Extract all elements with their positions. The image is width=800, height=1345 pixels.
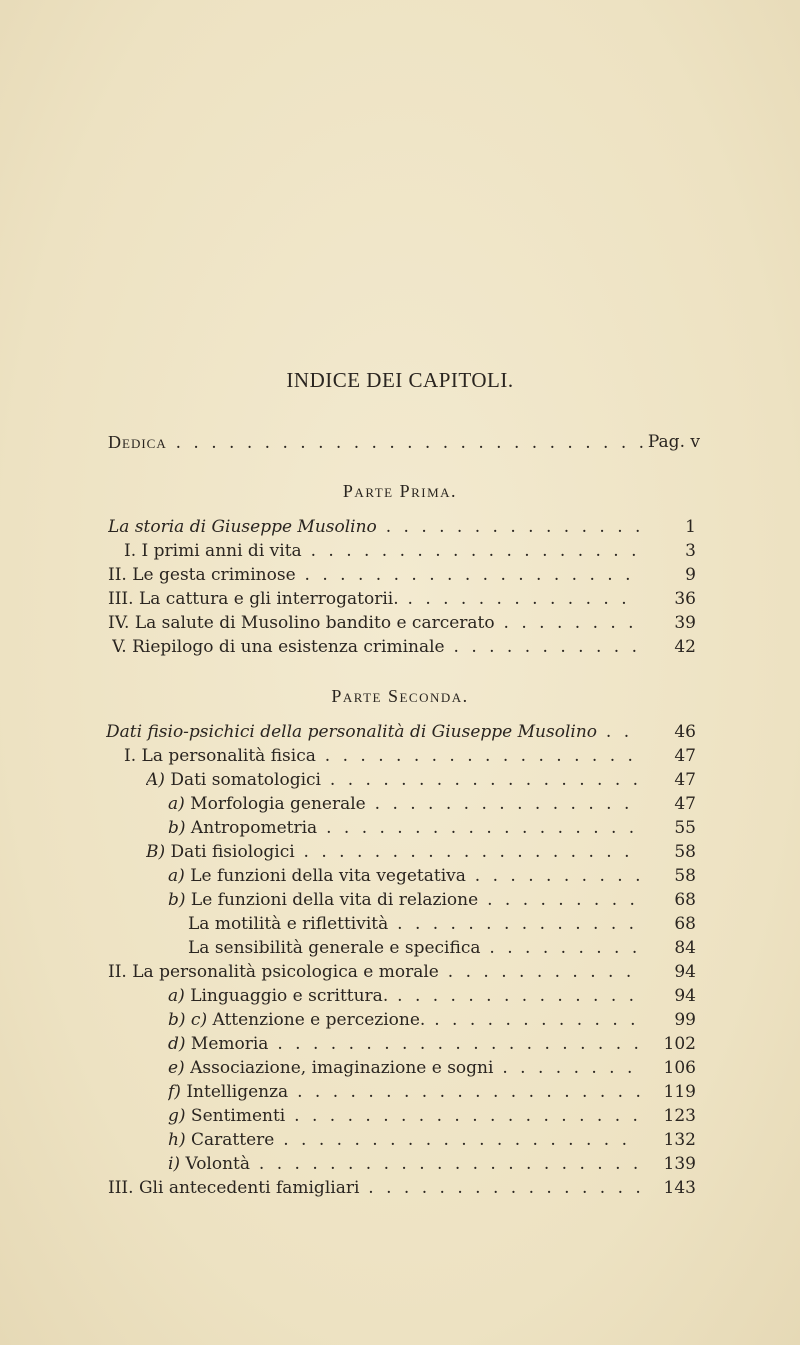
page-number: 106 — [663, 1058, 696, 1078]
toc-entry — [108, 961, 696, 983]
page-number: 119 — [663, 1082, 696, 1102]
chapter-number: II. — [108, 962, 127, 982]
section-label: A) — [146, 770, 165, 790]
page-number: 68 — [674, 890, 696, 910]
section-label: a) — [168, 986, 185, 1006]
toc-entry — [168, 1057, 696, 1079]
page-number: 46 — [674, 722, 696, 742]
section-label: b) c) — [168, 1010, 208, 1030]
section-label: B) — [146, 842, 166, 862]
entry-text: La storia di Giuseppe Musolino — [108, 517, 377, 537]
page-number: 42 — [674, 637, 696, 657]
section-label: a) — [168, 794, 185, 814]
entry-text: Le gesta criminose — [132, 565, 296, 585]
entry-text: Le funzioni della vita di relazione — [190, 890, 479, 910]
section-label: b) — [168, 818, 186, 838]
toc-entry — [124, 540, 696, 562]
toc-entry — [124, 745, 696, 767]
entry-text: Sentimenti — [190, 1106, 286, 1126]
entry-text: Gli antecedenti famigliari — [138, 1178, 360, 1198]
entry-text: Attenzione e percezione. — [212, 1010, 426, 1030]
toc-entry — [168, 793, 696, 815]
entry-text: Memoria — [190, 1034, 269, 1054]
toc-entry — [168, 1129, 696, 1151]
page-number: 47 — [674, 770, 696, 790]
page-number: 139 — [663, 1154, 696, 1174]
dedica-label: Dedica — [108, 432, 167, 452]
page-number: 47 — [674, 746, 696, 766]
section-label: i) — [168, 1154, 181, 1174]
entry-text: I primi anni di vita — [141, 541, 302, 561]
page-number: 94 — [674, 986, 696, 1006]
page-prefix: Pag. — [647, 432, 685, 452]
page-number: 99 — [674, 1010, 696, 1030]
entry-text: Dati fisio-psichici della personalità di Giuseppe Musolino — [106, 722, 598, 742]
page-number: 58 — [674, 842, 696, 862]
toc-entry — [168, 889, 696, 911]
section-label: h) — [168, 1130, 186, 1150]
entry-text: La personalità psicologica e morale — [132, 962, 439, 982]
toc-entry — [146, 841, 696, 863]
toc-entry — [108, 1177, 696, 1199]
page-number: 102 — [663, 1034, 696, 1054]
page-number: v — [690, 432, 700, 452]
page-number: 1 — [685, 517, 696, 537]
toc-entry-dedica — [108, 431, 700, 453]
entry-text: Morfologia generale — [190, 794, 366, 814]
toc-entry — [108, 564, 696, 586]
page-number: 123 — [663, 1106, 696, 1126]
chapter-number: II. — [108, 565, 127, 585]
page-number: 9 — [685, 565, 696, 585]
section-label: b) — [168, 890, 186, 910]
section-label: f) — [168, 1082, 181, 1102]
entry-text: Riepilogo di una esistenza criminale — [132, 637, 445, 657]
toc-entry — [168, 1033, 696, 1055]
part-heading-prima: Parte Prima. — [342, 481, 458, 501]
chapter-number: III. — [108, 1178, 134, 1198]
entry-text: La sensibilità generale e specifica — [188, 938, 481, 958]
section-label: e) — [168, 1058, 185, 1078]
entry-text: La motilità e riflettività — [188, 914, 389, 934]
toc-entry — [108, 612, 696, 634]
part-heading-seconda: Parte Seconda. — [331, 686, 469, 706]
page-number: 39 — [674, 613, 696, 633]
chapter-number: I. — [124, 541, 137, 561]
entry-text: La cattura e gli interrogatorii. — [138, 589, 399, 609]
chapter-number: IV. — [108, 613, 130, 633]
entry-text: Carattere — [191, 1130, 275, 1150]
chapter-number: V. — [112, 637, 127, 657]
page-number: 36 — [674, 589, 696, 609]
page-number: 143 — [663, 1178, 696, 1198]
entry-text: Le funzioni della vita vegetativa — [190, 866, 466, 886]
toc-entry — [106, 721, 696, 743]
toc-entry — [168, 1105, 696, 1127]
toc-entry — [188, 937, 696, 959]
toc-entry — [168, 1009, 696, 1031]
entry-text: Intelligenza — [186, 1082, 289, 1102]
toc-entry — [108, 588, 696, 610]
entry-text: La personalità fisica — [141, 746, 316, 766]
page-title: INDICE DEI CAPITOLI. — [286, 368, 514, 392]
toc-entry — [168, 817, 696, 839]
toc-entry — [188, 913, 696, 935]
toc-entry — [168, 1081, 696, 1103]
page-number: 3 — [685, 541, 696, 561]
entry-text: Linguaggio e scrittura. — [190, 986, 389, 1006]
toc-entry — [112, 636, 696, 658]
page-number: 55 — [674, 818, 696, 838]
entry-text: Dati somatologici — [170, 770, 321, 790]
section-label: g) — [168, 1106, 186, 1126]
page-number: 94 — [674, 962, 696, 982]
chapter-number: III. — [108, 589, 134, 609]
page-number: 47 — [674, 794, 696, 814]
toc-entry — [108, 516, 696, 538]
entry-text: Antropometria — [190, 818, 318, 838]
toc-entry — [168, 1153, 696, 1175]
page-number: 132 — [663, 1130, 696, 1150]
toc-entry — [168, 985, 696, 1007]
page-number: 58 — [674, 866, 696, 886]
page-number: 84 — [674, 938, 696, 958]
section-label: a) — [168, 866, 185, 886]
toc-entry — [168, 865, 696, 887]
section-label: d) — [168, 1034, 186, 1054]
entry-text: Volontà — [185, 1154, 251, 1174]
toc-entry — [146, 769, 696, 791]
entry-text: Dati fisiologici — [170, 842, 295, 862]
entry-text: La salute di Musolino bandito e carcerato — [134, 613, 495, 633]
page-number: 68 — [674, 914, 696, 934]
entry-text: Associazione, imaginazione e sogni — [190, 1058, 494, 1078]
chapter-number: I. — [124, 746, 137, 766]
